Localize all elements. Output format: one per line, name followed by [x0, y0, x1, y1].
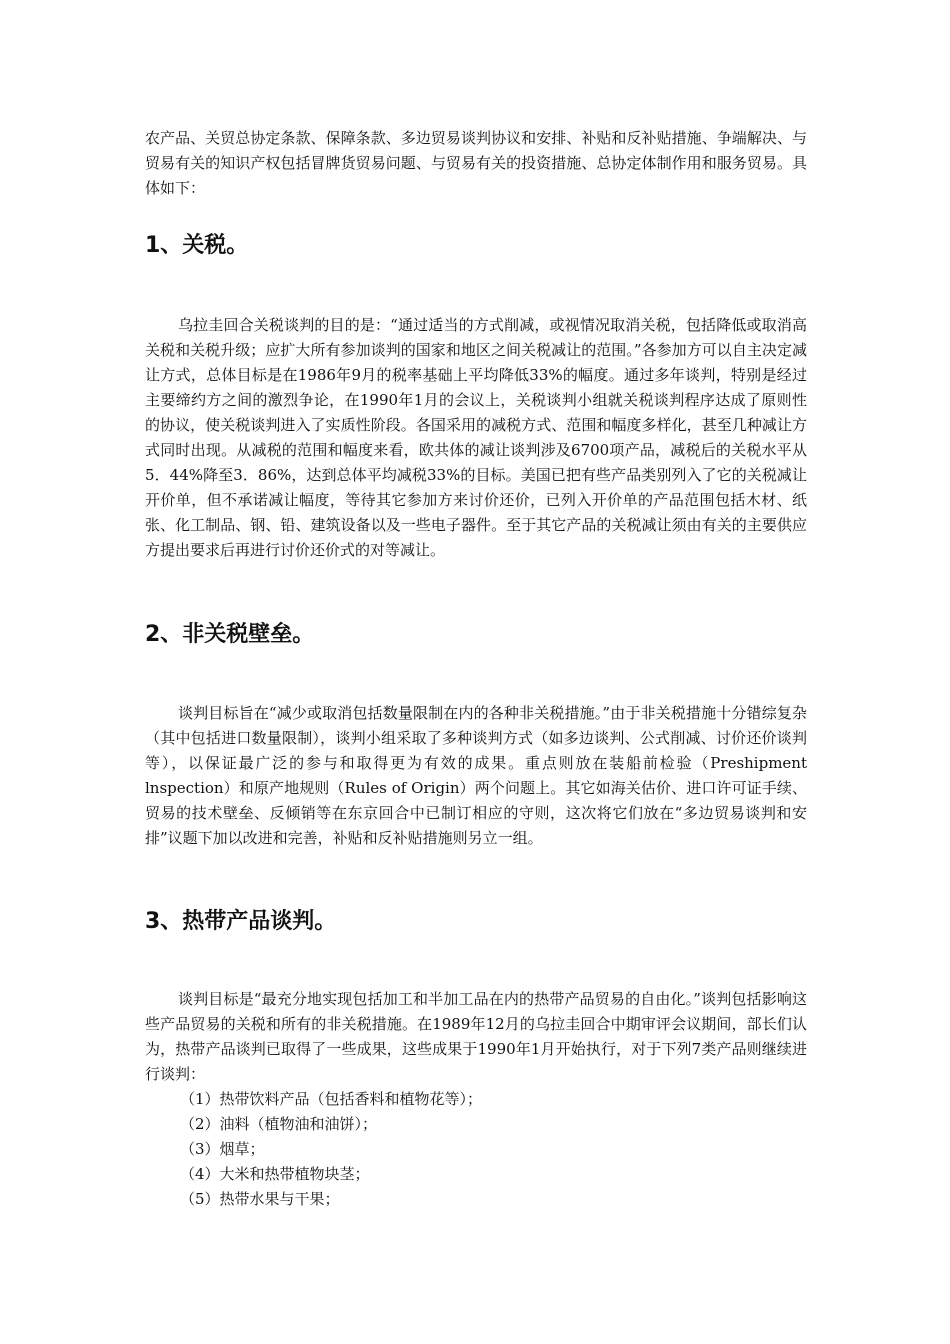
section-heading-tariffs: 1、关税。 — [145, 233, 249, 258]
section-heading-non-tariff-barriers: 2、非关税壁垒。 — [145, 622, 315, 647]
section-paragraph-tropical-products: 谈判目标是“最充分地实现包括加工和半加工品在内的热带产品贸易的自由化。”谈判包括影响这些产品贸易的关税和所有的非关税措施。在1989年12月的乌拉圭回合中期审评会议期间，部长们认为，热带产品谈判已取得了一些成果，这些成果于1990年1月开始执行，对于下列7类产品则继续进行谈判： — [145, 990, 807, 1083]
intro-paragraph: 农产品、关贸总协定条款、保障条款、多边贸易谈判协议和安排、补贴和反补贴措施、争端解决、与贸易有关的知识产权包括冒牌货贸易问题、与贸易有关的投资措施、总协定体制作用和服务贸易。具体如下： — [145, 129, 807, 197]
list-item: （2）油料（植物油和油饼）； — [180, 1115, 378, 1133]
list-item: （3）烟草； — [180, 1140, 265, 1158]
list-item: （4）大米和热带植物块茎； — [180, 1165, 370, 1183]
tropical-products-list — [180, 1087, 800, 1212]
section-paragraph-non-tariff-barriers: 谈判目标旨在“减少或取消包括数量限制在内的各种非关税措施。”由于非关税措施十分错综复杂（其中包括进口数量限制），谈判小组采取了多种谈判方式（如多边谈判、公式削减、讨价还价谈判等），以保证最广泛的参与和取得更为有效的成果。重点则放在装船前检验（Preshipment lnspection）和原产地规则（Rules of Origin）两个问题上。其它如海关估价、进口许可证手续、贸易的技术壁垒、反倾销等在东京回合中已制订相应的守则，这次将它们放在“多边贸易谈判和安排”议题下加以改进和完善，补贴和反补贴措施则另立一组。 — [145, 704, 807, 847]
list-item: （5）热带水果与干果； — [180, 1190, 340, 1208]
section-heading-tropical-products: 3、热带产品谈判。 — [145, 909, 337, 934]
list-item: （1）热带饮料产品（包括香料和植物花等）； — [180, 1090, 483, 1108]
section-paragraph-tariffs: 乌拉圭回合关税谈判的目的是：“通过适当的方式削减，或视情况取消关税，包括降低或取消高关税和关税升级；应扩大所有参加谈判的国家和地区之间关税减让的范围。”各参加方可以自主决定减让方式，总体目标是在1986年9月的税率基础上平均降低33%的幅度。通过多年谈判，特别是经过主要缔约方之间的激烈争论，在1990年1月的会议上，关税谈判小组就关税谈判程序达成了原则性的协议，使关税谈判进入了实质性阶段。各国采用的减税方式、范围和幅度多样化，甚至几种减让方式同时出现。从减税的范围和幅度来看，欧共体的减让谈判涉及6700项产品，减税后的关税水平从5．44%降至3．86%，达到总体平均减税33%的目标。美国已把有些产品类别列入了它的关税减让开价单，但不承诺减让幅度，等待其它参加方来讨价还价，已列入开价单的产品范围包括木材、纸张、化工制品、钢、铅、建筑设备以及一些电子器件。至于其它产品的关税减让须由有关的主要供应方提出要求后再进行讨价还价式的对等减让。 — [145, 316, 807, 559]
